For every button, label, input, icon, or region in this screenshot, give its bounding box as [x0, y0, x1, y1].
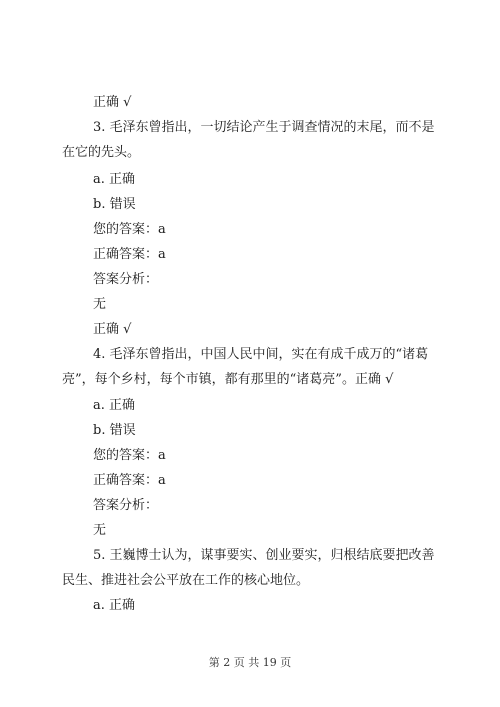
question-5-option-a: a. 正确 [93, 598, 136, 613]
question-3-result: 正确 √ [93, 322, 132, 337]
question-3-your-answer: 您的答案：a [93, 222, 166, 237]
question-4-option-b: b. 错误 [93, 423, 136, 438]
question-3-correct-answer: 正确答案：a [93, 247, 166, 262]
page-footer: 第 2 页 共 19 页 [208, 656, 292, 669]
question-5-line-2: 民生、推进社会公平放在工作的核心地位。 [62, 573, 310, 588]
question-3-line-1: 3. 毛泽东曾指出，一切结论产生于调查情况的末尾，而不是 [93, 120, 435, 135]
question-4-analysis-label: 答案分析： [93, 498, 159, 513]
question-4-correct-answer: 正确答案：a [93, 473, 166, 488]
question-4-your-answer: 您的答案：a [93, 448, 166, 463]
question-4-option-a: a. 正确 [93, 398, 136, 413]
question-4-line-1: 4. 毛泽东曾指出，中国人民中间，实在有成千成万的“诸葛 [93, 347, 429, 362]
question-3-line-2: 在它的先头。 [62, 145, 141, 160]
question-3-option-a: a. 正确 [93, 172, 136, 187]
question-3-analysis-label: 答案分析： [93, 272, 159, 287]
question-4-analysis: 无 [93, 523, 107, 538]
question-3-option-b: b. 错误 [93, 197, 136, 212]
question-5-line-1: 5. 王巍博士认为，谋事要实、创业要实，归根结底要把改善 [93, 548, 435, 563]
question-4-line-2: 亮”，每个乡村，每个市镇，都有那里的“诸葛亮”。正确 √ [62, 372, 394, 387]
result-line: 正确 √ [93, 95, 132, 110]
question-3-analysis: 无 [93, 297, 107, 312]
